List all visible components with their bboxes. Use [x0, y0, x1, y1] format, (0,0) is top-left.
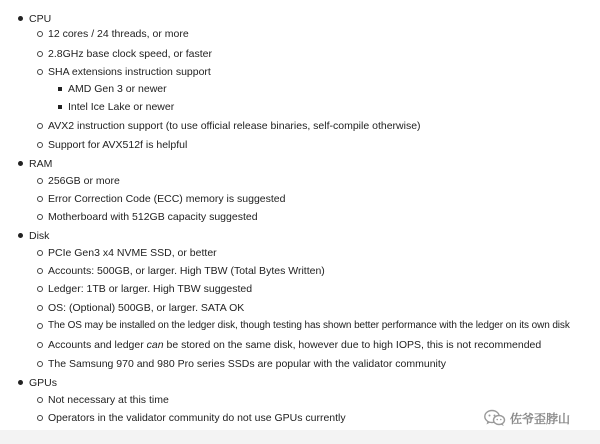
list-item-text: The Samsung 970 and 980 Pro series SSDs are popular with the validator community	[48, 358, 447, 370]
circle-bullet	[37, 123, 43, 129]
list-item-text: OS: (Optional) 500GB, or larger. SATA OK	[48, 302, 245, 314]
list-item-text	[48, 336, 541, 354]
circle-bullet	[37, 342, 43, 348]
list-item-text: SHA extensions instruction support	[48, 66, 211, 78]
text-part: Accounts and ledger	[48, 339, 147, 351]
circle-bullet	[37, 51, 43, 57]
text-part: be stored on the same disk, however due to high IOPS, this is not recommended	[163, 339, 542, 351]
disc-bullet	[18, 233, 23, 238]
circle-bullet	[37, 415, 43, 421]
section-label: CPU	[29, 13, 52, 25]
square-bullet	[58, 105, 62, 109]
sub-list-item-text: AMD Gen 3 or newer	[68, 83, 167, 95]
circle-bullet	[37, 361, 43, 367]
circle-bullet	[37, 31, 43, 37]
footer-bar	[0, 430, 600, 444]
section-label: GPUs	[29, 377, 58, 389]
list-item-text: AVX2 instruction support (to use official release binaries, self-compile otherwise)	[48, 120, 421, 132]
circle-bullet	[37, 250, 43, 256]
list-item-text: Not necessary at this time	[48, 394, 169, 406]
list-item-text: Motherboard with 512GB capacity suggested	[48, 211, 258, 223]
disc-bullet	[18, 16, 23, 21]
circle-bullet	[37, 286, 43, 292]
circle-bullet	[37, 397, 43, 403]
list-item-text: The OS may be installed on the ledger disk, though testing has shown better performance with the ledger on its own disk	[48, 320, 570, 331]
circle-bullet	[37, 323, 43, 329]
list-item-text: PCIe Gen3 x4 NVME SSD, or better	[48, 247, 217, 259]
wechat-icon	[484, 409, 506, 427]
emphasis-text: can	[146, 339, 164, 351]
list-item-text: Accounts: 500GB, or larger. High TBW (Total Bytes Written)	[48, 265, 325, 277]
section-label: Disk	[29, 230, 50, 242]
sub-list-item-text: Intel Ice Lake or newer	[68, 101, 175, 113]
circle-bullet	[37, 178, 43, 184]
list-item-text: Error Correction Code (ECC) memory is suggested	[48, 193, 286, 205]
section-label: RAM	[29, 158, 53, 170]
circle-bullet	[37, 268, 43, 274]
list-item-text: 256GB or more	[48, 175, 120, 187]
circle-bullet	[37, 305, 43, 311]
circle-bullet	[37, 214, 43, 220]
circle-bullet	[37, 69, 43, 75]
disc-bullet	[18, 380, 23, 385]
list-item-text: 2.8GHz base clock speed, or faster	[48, 48, 212, 60]
list-item-text: 12 cores / 24 threads, or more	[48, 28, 189, 40]
watermark-text: 佐爷歪脖山	[510, 411, 571, 426]
list-item-text: Operators in the validator community do not use GPUs currently	[48, 412, 346, 424]
list-item-text: Ledger: 1TB or larger. High TBW suggested	[48, 283, 253, 295]
square-bullet	[58, 87, 62, 91]
circle-bullet	[37, 142, 43, 148]
disc-bullet	[18, 161, 23, 166]
watermark	[484, 408, 570, 428]
circle-bullet	[37, 196, 43, 202]
list-item-text: Support for AVX512f is helpful	[48, 139, 188, 151]
